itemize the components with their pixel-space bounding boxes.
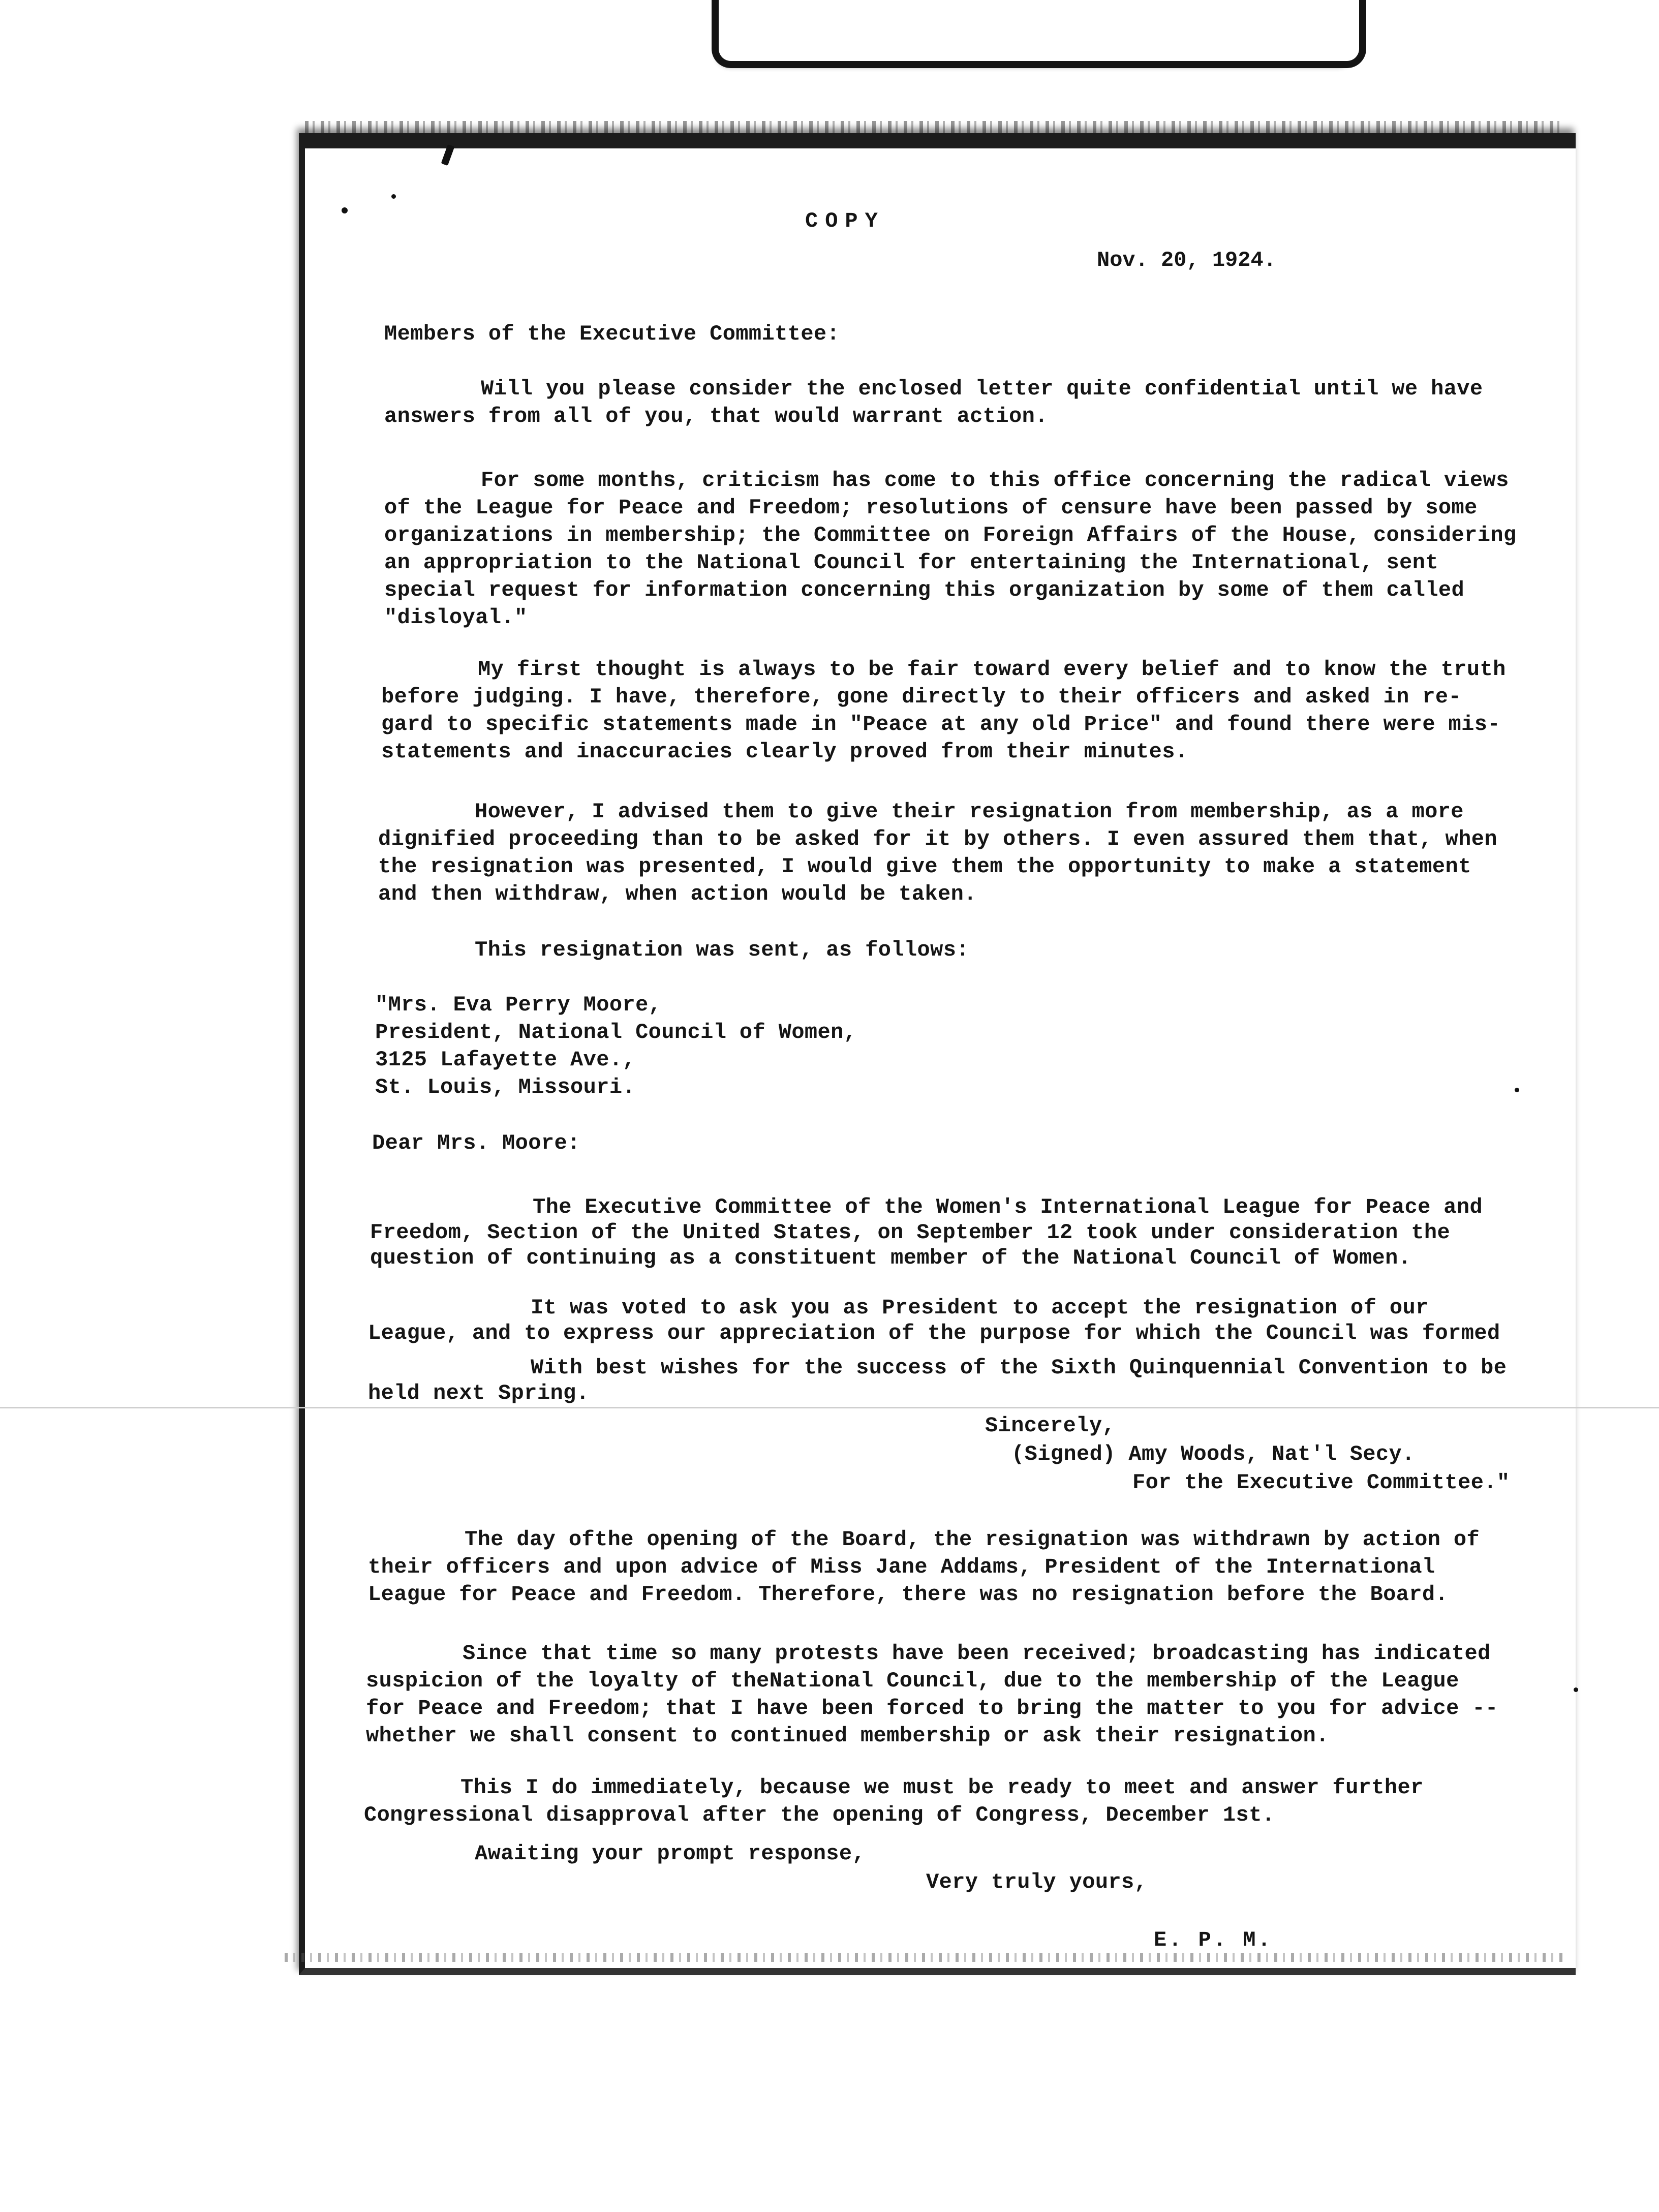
paragraph-confidential: Will you please consider the enclosed letter quite confidential until we have answers from all of you, that would warrant action.: [384, 377, 1483, 428]
speck: [391, 194, 396, 199]
paragraph-advised: However, I advised them to give their resignation from membership, as a more dignified proceeding than to be asked for it by others. I even assured them that, when the resignation was presented, I would give them the opportunity to make a statement and then withdraw, when action would be taken.: [378, 800, 1497, 906]
awaiting-line: Awaiting your prompt response,: [475, 1841, 866, 1866]
quoted-salutation: Dear Mrs. Moore:: [372, 1131, 580, 1155]
quoted-for-line: For the Executive Committee.": [1132, 1470, 1510, 1495]
closing-line: Very truly yours,: [926, 1870, 1148, 1894]
quoted-paragraph-voted: It was voted to ask you as President to accept the resignation of our League, and to express our appreciation of the purpose for which the Council was formed: [368, 1296, 1500, 1345]
paragraph-criticism: For some months, criticism has come to this office concerning the radical views of the League for Peace and Freedom; resolutions of censure have been passed by some organizations in membership; the Committee on Foreign Affairs of the House, considering an appropriation to the National Council for entertaining the International, sent special request for information concerning this organization by some of them called "disloyal.": [384, 468, 1517, 630]
paragraph-protests: Since that time so many protests have been received; broadcasting has indicated suspicion of the loyalty of theNational Council, due to the membership of the League for Peace and Freedom; that I have been forced to bring the matter to you for advice -- whether we shall consent to continued membership or ask their resignation.: [366, 1641, 1498, 1748]
top-edge-noise: [305, 121, 1560, 133]
fold-line: [0, 1407, 1659, 1408]
quoted-signature: (Signed) Amy Woods, Nat'l Secy.: [1011, 1442, 1415, 1466]
quoted-address-block: "Mrs. Eva Perry Moore, President, National Council of Women, 3125 Lafayette Ave., St. Louis, Missouri.: [375, 993, 857, 1099]
quoted-closing: Sincerely,: [985, 1414, 1116, 1438]
bottom-edge-noise: [285, 1953, 1565, 1962]
speck: [1515, 1088, 1519, 1092]
salutation: Members of the Executive Committee:: [384, 322, 840, 346]
paragraph-board-opening: The day ofthe opening of the Board, the resignation was withdrawn by action of their officers and upon advice of Miss Jane Addams, President of the International League for Peace and Freedom. Therefore, there was no resignation before the Board.: [368, 1527, 1480, 1607]
initials: E. P. M.: [1154, 1928, 1273, 1952]
paragraph-first-thought: My first thought is always to be fair toward every belief and to know the truth before judging. I have, therefore, gone directly to their officers and asked in re- gard to specific statements made in "Peace at any old Price" and found there were mis- statements and inaccuracies clearly proved from their minutes.: [381, 657, 1506, 764]
paragraph-immediately: This I do immediately, because we must be ready to meet and answer further Congressional disapproval after the opening of Congress, December 1st.: [364, 1775, 1424, 1827]
folder-clip: [712, 0, 1366, 68]
letter-date: Nov. 20, 1924.: [1097, 248, 1276, 272]
speck: [1574, 1687, 1578, 1692]
quoted-paragraph-executive-committee: The Executive Committee of the Women's International League for Peace and Freedom, Section of the United States, on September 12 took under consideration the question of continuing as a constituent member of the National Council of Women.: [370, 1195, 1483, 1270]
speck: [342, 207, 348, 213]
copy-label: COPY: [805, 209, 885, 233]
quoted-paragraph-best-wishes: With best wishes for the success of the Sixth Quinquennial Convention to be held next Spring.: [368, 1356, 1507, 1405]
paragraph-resignation-sent: This resignation was sent, as follows:: [475, 938, 969, 962]
